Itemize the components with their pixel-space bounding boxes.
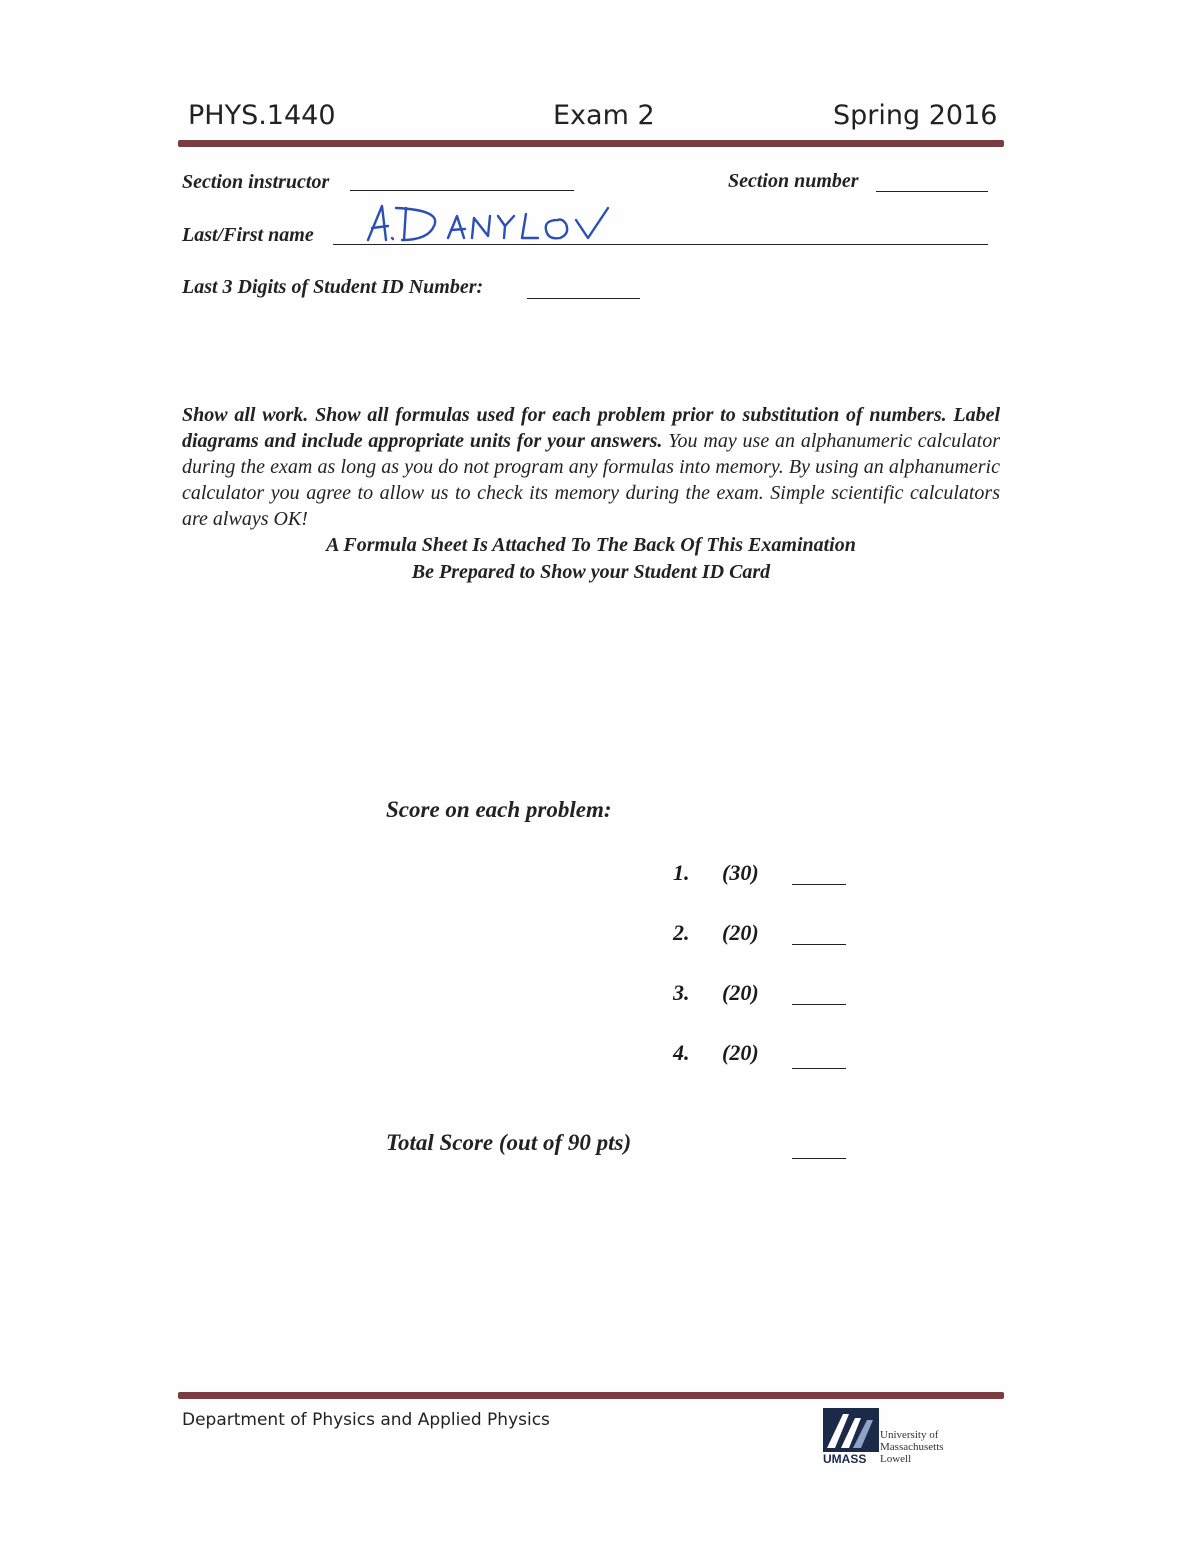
name-label: Last/First name: [182, 224, 314, 246]
instruction-show-formulas: Show all formulas used for each problem prior to substitution of numbers.: [315, 404, 947, 426]
logo-brand: UMASS: [823, 1452, 867, 1466]
handwritten-name-signature: [362, 196, 612, 248]
student-id-notice: Be Prepared to Show your Student ID Card: [411, 561, 771, 583]
problem-score-blank[interactable]: [792, 862, 846, 885]
umass-lowell-logo: [823, 1408, 968, 1470]
problem-points: (20): [722, 980, 759, 1005]
department-name: Department of Physics and Applied Physics: [182, 1410, 550, 1430]
exam-title: Exam 2: [553, 100, 655, 131]
logo-line-university: University of: [880, 1429, 939, 1441]
total-score-label: Total Score (out of 90 pts): [386, 1130, 632, 1155]
header-rule: [178, 140, 1004, 147]
problem-number: 4.: [673, 1040, 690, 1065]
problem-points: (30): [722, 860, 759, 885]
instruction-label-diagrams: Label diagrams and include appropriate units for your answers.: [182, 404, 1001, 452]
umass-logo-icon: [823, 1408, 879, 1452]
problem-score-blank[interactable]: [792, 982, 846, 1005]
problem-score-blank[interactable]: [792, 922, 846, 945]
problem-number: 1.: [673, 860, 690, 885]
exam-term: Spring 2016: [833, 100, 998, 131]
section-instructor-label: Section instructor: [182, 171, 330, 193]
section-number-field[interactable]: [876, 170, 988, 192]
footer-rule: [178, 1392, 1004, 1399]
problem-points: (20): [722, 920, 759, 945]
instruction-calculator: You may use an alphanumeric calculator during the exam as long as you do not program any formulas into memory. By using an alphanumeric calculator you agree to allow us to check its memory during the exam. Simple scientific calculators are always OK!: [182, 430, 1001, 530]
problem-number: 3.: [673, 980, 690, 1005]
logo-line-lowell: Lowell: [880, 1453, 912, 1465]
instruction-show-work: Show all work.: [182, 404, 309, 426]
logo-line-massachusetts: Massachusetts: [880, 1441, 944, 1453]
section-number-label: Section number: [728, 170, 859, 192]
total-score-blank[interactable]: [792, 1134, 846, 1159]
score-heading: Score on each problem:: [386, 797, 612, 822]
course-code: PHYS.1440: [188, 100, 336, 131]
problem-number: 2.: [673, 920, 690, 945]
student-id-field[interactable]: [527, 276, 640, 299]
problem-points: (20): [722, 1040, 759, 1065]
instructions-paragraph: [182, 402, 1000, 532]
problem-score-blank[interactable]: [792, 1042, 846, 1069]
student-id-label: Last 3 Digits of Student ID Number:: [182, 276, 484, 298]
section-instructor-field[interactable]: [350, 170, 574, 191]
formula-sheet-notice: A Formula Sheet Is Attached To The Back Of This Examination: [326, 534, 856, 556]
